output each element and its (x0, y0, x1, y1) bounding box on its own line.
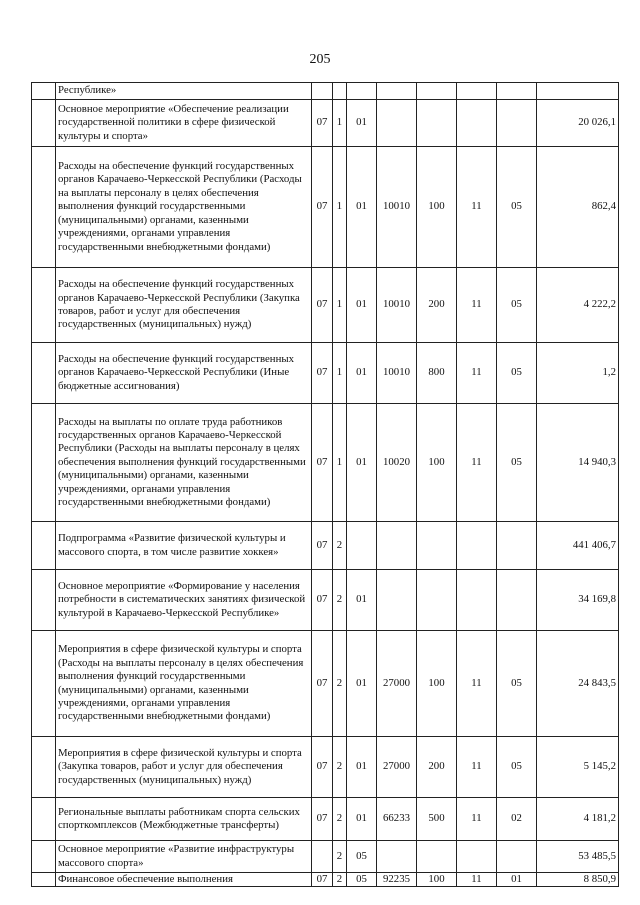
code-section (457, 100, 497, 147)
code-section (457, 841, 497, 873)
row-description: Расходы на выплаты по оплате труда работников государственных органов Карачаево-Черкесской Республики (Расходы на выплаты персоналу в целях обеспечения выполнения функций государственными (муниципальными) органами, казенными учреждениями, органами управления государственными внебюджетными фондами) (56, 404, 312, 522)
code-event: 01 (347, 343, 377, 404)
code-subprogram: 1 (333, 343, 347, 404)
code-direction: 27000 (377, 737, 417, 798)
code-expense-type: 500 (417, 798, 457, 841)
code-ministry: 07 (312, 798, 333, 841)
code-expense-type: 100 (417, 404, 457, 522)
code-subprogram: 2 (333, 798, 347, 841)
code-direction: 10010 (377, 147, 417, 268)
table-row (32, 570, 619, 631)
code-subprogram: 1 (333, 404, 347, 522)
table-row (32, 873, 619, 887)
row-amount: 441 406,7 (537, 522, 619, 570)
code-subsection (497, 83, 537, 100)
code-ministry: 07 (312, 570, 333, 631)
code-direction: 10010 (377, 268, 417, 343)
row-index-cell (32, 873, 56, 887)
code-event: 01 (347, 631, 377, 737)
code-direction: 66233 (377, 798, 417, 841)
row-index-cell (32, 570, 56, 631)
code-subprogram: 2 (333, 873, 347, 887)
code-event: 05 (347, 873, 377, 887)
code-section: 11 (457, 798, 497, 841)
table-row (32, 631, 619, 737)
code-event: 01 (347, 404, 377, 522)
code-expense-type (417, 522, 457, 570)
code-ministry: 07 (312, 404, 333, 522)
code-direction: 10010 (377, 343, 417, 404)
code-ministry (312, 83, 333, 100)
page-number: 205 (309, 52, 331, 67)
code-ministry: 07 (312, 147, 333, 268)
row-index-cell (32, 631, 56, 737)
row-amount: 34 169,8 (537, 570, 619, 631)
code-section: 11 (457, 268, 497, 343)
row-amount: 53 485,5 (537, 841, 619, 873)
row-description: Финансовое обеспечение выполнения (56, 873, 312, 887)
code-expense-type: 200 (417, 268, 457, 343)
code-subprogram: 2 (333, 631, 347, 737)
code-subprogram: 2 (333, 522, 347, 570)
row-index-cell (32, 147, 56, 268)
row-amount: 8 850,9 (537, 873, 619, 887)
code-expense-type (417, 841, 457, 873)
code-subsection (497, 100, 537, 147)
code-expense-type (417, 570, 457, 631)
code-ministry: 07 (312, 737, 333, 798)
table-row (32, 737, 619, 798)
table-row (32, 343, 619, 404)
code-subsection (497, 570, 537, 631)
code-ministry: 07 (312, 873, 333, 887)
code-subsection: 05 (497, 737, 537, 798)
row-amount: 4 181,2 (537, 798, 619, 841)
row-amount (537, 83, 619, 100)
row-amount: 1,2 (537, 343, 619, 404)
code-direction (377, 522, 417, 570)
code-section: 11 (457, 147, 497, 268)
code-direction: 92235 (377, 873, 417, 887)
row-description: Мероприятия в сфере физической культуры и спорта (Расходы на выплаты персоналу в целях обеспечения выполнения функций государственными (муниципальными) органами, казенными учреждениями, органами управления государственными внебюджетными фондами) (56, 631, 312, 737)
row-index-cell (32, 83, 56, 100)
row-description: Республике» (56, 83, 312, 100)
code-subsection: 05 (497, 631, 537, 737)
table-row (32, 404, 619, 522)
code-subsection (497, 841, 537, 873)
code-ministry: 07 (312, 100, 333, 147)
row-index-cell (32, 798, 56, 841)
table-row (32, 83, 619, 100)
code-direction (377, 841, 417, 873)
code-section (457, 570, 497, 631)
table-row (32, 522, 619, 570)
code-subsection: 05 (497, 404, 537, 522)
row-index-cell (32, 100, 56, 147)
code-section: 11 (457, 737, 497, 798)
row-index-cell (32, 841, 56, 873)
code-ministry: 07 (312, 268, 333, 343)
row-description: Основное мероприятие «Развитие инфраструктуры массового спорта» (56, 841, 312, 873)
table-row (32, 798, 619, 841)
code-subsection: 05 (497, 147, 537, 268)
row-description: Расходы на обеспечение функций государственных органов Карачаево-Черкесской Республики (Расходы на выплаты персоналу в целях обеспечения выполнения функций государственными (муниципальными) органами, казенными учреждениями, органами управления государственными внебюджетными фондами) (56, 147, 312, 268)
code-subsection (497, 522, 537, 570)
code-ministry: 07 (312, 343, 333, 404)
budget-table (31, 82, 619, 887)
code-subsection: 05 (497, 268, 537, 343)
code-section (457, 522, 497, 570)
code-expense-type: 800 (417, 343, 457, 404)
row-amount: 4 222,2 (537, 268, 619, 343)
row-amount: 5 145,2 (537, 737, 619, 798)
code-subprogram: 1 (333, 100, 347, 147)
row-description: Подпрограмма «Развитие физической культуры и массового спорта, в том числе развитие хоккея» (56, 522, 312, 570)
code-subsection: 02 (497, 798, 537, 841)
code-direction (377, 570, 417, 631)
row-description: Расходы на обеспечение функций государственных органов Карачаево-Черкесской Республики (Иные бюджетные ассигнования) (56, 343, 312, 404)
row-amount: 24 843,5 (537, 631, 619, 737)
code-event (347, 83, 377, 100)
code-direction (377, 100, 417, 147)
code-section: 11 (457, 873, 497, 887)
row-index-cell (32, 522, 56, 570)
code-ministry (312, 841, 333, 873)
code-subprogram: 2 (333, 570, 347, 631)
row-description: Мероприятия в сфере физической культуры и спорта (Закупка товаров, работ и услуг для обеспечения государственных (муниципальных) нужд) (56, 737, 312, 798)
row-description: Региональные выплаты работникам спорта сельских спорткомплексов (Межбюджетные трансферты) (56, 798, 312, 841)
code-event: 01 (347, 147, 377, 268)
row-description: Основное мероприятие «Формирование у населения потребности в систематических занятиях физической культурой в Карачаево-Черкесской Республике» (56, 570, 312, 631)
table-row (32, 268, 619, 343)
code-subsection: 05 (497, 343, 537, 404)
table-row (32, 841, 619, 873)
code-subprogram: 2 (333, 737, 347, 798)
code-ministry: 07 (312, 522, 333, 570)
code-section: 11 (457, 404, 497, 522)
code-event: 01 (347, 100, 377, 147)
code-subprogram: 2 (333, 841, 347, 873)
row-index-cell (32, 404, 56, 522)
code-expense-type: 100 (417, 631, 457, 737)
code-expense-type: 100 (417, 147, 457, 268)
code-event: 05 (347, 841, 377, 873)
table-row (32, 100, 619, 147)
code-direction (377, 83, 417, 100)
code-event: 01 (347, 737, 377, 798)
row-description: Основное мероприятие «Обеспечение реализации государственной политики в сфере физической культуры и спорта» (56, 100, 312, 147)
code-subsection: 01 (497, 873, 537, 887)
code-subprogram: 1 (333, 268, 347, 343)
row-index-cell (32, 737, 56, 798)
code-ministry: 07 (312, 631, 333, 737)
code-event (347, 522, 377, 570)
row-index-cell (32, 268, 56, 343)
row-amount: 20 026,1 (537, 100, 619, 147)
code-expense-type: 200 (417, 737, 457, 798)
code-event: 01 (347, 570, 377, 631)
code-section (457, 83, 497, 100)
code-expense-type: 100 (417, 873, 457, 887)
row-description: Расходы на обеспечение функций государственных органов Карачаево-Черкесской Республики (Закупка товаров, работ и услуг для обеспечения государственных (муниципальных) нужд) (56, 268, 312, 343)
code-event: 01 (347, 268, 377, 343)
code-event: 01 (347, 798, 377, 841)
code-direction: 27000 (377, 631, 417, 737)
code-section: 11 (457, 631, 497, 737)
code-subprogram: 1 (333, 147, 347, 268)
code-subprogram (333, 83, 347, 100)
row-amount: 14 940,3 (537, 404, 619, 522)
code-direction: 10020 (377, 404, 417, 522)
code-expense-type (417, 100, 457, 147)
code-expense-type (417, 83, 457, 100)
code-section: 11 (457, 343, 497, 404)
table-row (32, 147, 619, 268)
row-amount: 862,4 (537, 147, 619, 268)
row-index-cell (32, 343, 56, 404)
